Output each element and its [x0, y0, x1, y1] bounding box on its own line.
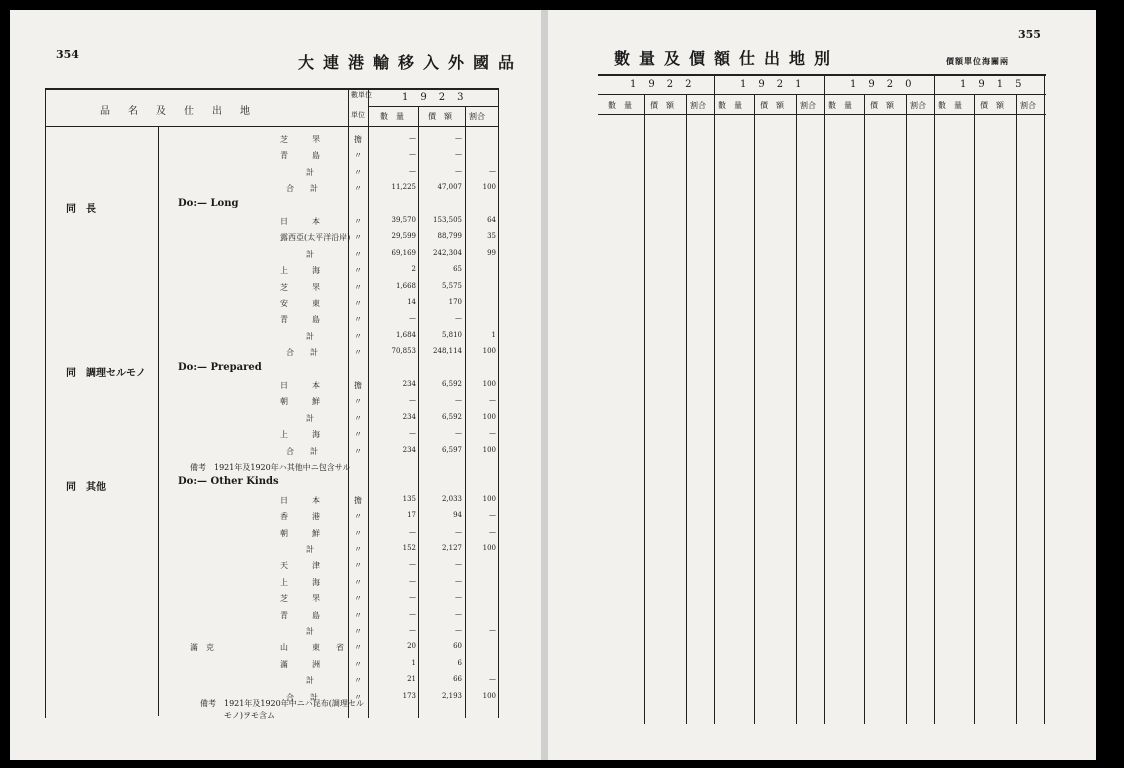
pct-value: 100	[482, 183, 496, 192]
val-value: —	[455, 314, 462, 323]
origin-label: 芝 罘	[280, 135, 320, 144]
col-rule	[498, 88, 499, 718]
pct-value: 100	[482, 544, 496, 552]
unit: 〃	[354, 627, 362, 636]
pct-value: 100	[482, 691, 496, 700]
unit: 〃	[354, 249, 362, 259]
qty-value: 152	[402, 544, 416, 552]
left-footnote-2: モノ)ヲモ含ム	[224, 711, 276, 720]
origin-label: 計	[306, 627, 314, 636]
col-rule	[796, 94, 797, 724]
unit: 〃	[354, 315, 362, 325]
category-label: 同 調理セルモノ	[66, 367, 146, 379]
qty-value: 173	[402, 691, 416, 700]
origin-label: 計	[306, 413, 314, 423]
year-rule	[598, 94, 1046, 95]
block-rule	[934, 74, 935, 724]
val-value: 47,007	[437, 183, 462, 192]
col-rule	[1016, 94, 1017, 724]
col-rule	[418, 106, 419, 718]
val-value: —	[455, 609, 462, 618]
year-header: 1923	[402, 92, 476, 103]
pct-value: 1	[491, 330, 496, 339]
val-value: 60	[453, 642, 462, 651]
pct-value: 100	[482, 494, 496, 503]
left-footnote-1: 備考 1921年及1920年中ニハ昆布(調理セル	[200, 699, 364, 708]
unit: 〃	[354, 233, 362, 243]
pct-value: 100	[482, 347, 496, 356]
year-header: 1920	[850, 79, 924, 90]
qty-value: 11,225	[391, 183, 416, 192]
table-left-rule	[45, 88, 46, 718]
unit: 〃	[354, 151, 362, 161]
qty-value: —	[409, 150, 416, 159]
column-header: 數 量	[718, 101, 742, 110]
val-value: —	[455, 576, 462, 585]
right-page-number: 355	[1018, 28, 1041, 41]
unit: 〃	[354, 577, 362, 587]
year-header: 1921	[740, 79, 814, 90]
qty-value: —	[409, 609, 416, 618]
unit: 〃	[354, 643, 362, 653]
origin-label: 合 計	[286, 446, 318, 456]
origin-label: 青 島	[280, 151, 320, 161]
pct-value: 99	[487, 248, 496, 257]
item-header: 品 名 及 仕 出 地	[100, 106, 254, 117]
table-top-rule	[598, 74, 1046, 76]
unit: 〃	[354, 348, 362, 358]
origin-label: 安 東	[280, 299, 320, 308]
val-value: 65	[453, 265, 462, 274]
unit: 〃	[354, 512, 362, 522]
qty-value: 1	[411, 658, 416, 667]
category-label: 同 其他	[66, 482, 106, 494]
unit-sub-header: 単位	[351, 111, 365, 119]
qty-value: —	[409, 396, 416, 405]
block-rule	[714, 74, 715, 724]
qty-value: —	[409, 593, 416, 602]
val-value: 2,127	[441, 544, 462, 552]
val-value: 2,033	[441, 494, 462, 503]
col-rule	[974, 94, 975, 724]
qty-value: 17	[407, 511, 416, 520]
qty-value: 14	[407, 298, 416, 306]
unit: 擔	[354, 495, 362, 505]
unit: 擔	[354, 135, 362, 144]
unit: 〃	[354, 397, 362, 407]
pct-value: 100	[482, 445, 496, 454]
origin-label: 朝 鮮	[280, 397, 320, 407]
unit: 〃	[354, 217, 362, 226]
origin-label: 露西亞(太平洋沿岸)	[280, 233, 351, 243]
unit: 〃	[354, 446, 362, 456]
unit-note: 價額單位海關兩	[946, 56, 1009, 66]
qty-value: 70,853	[391, 347, 416, 356]
qty-header: 數 量	[380, 112, 404, 121]
val-value: 2,193	[441, 691, 462, 700]
pct-value: —	[489, 511, 496, 520]
category-english: Do:— Prepared	[178, 361, 262, 373]
val-value: 94	[453, 511, 462, 520]
block-rule	[1044, 74, 1045, 724]
year-header: 1922	[630, 79, 704, 90]
table-top-rule	[45, 88, 498, 90]
origin-label: 芝 罘	[280, 594, 320, 604]
pct-value: 100	[482, 412, 496, 421]
origin-label: 青 島	[280, 610, 320, 620]
unit: 擔	[354, 381, 362, 390]
qty-value: 20	[407, 642, 416, 651]
origin-label: 上 海	[280, 577, 320, 587]
val-value: 5,810	[441, 330, 462, 339]
pct-value: —	[489, 527, 496, 536]
val-value: —	[455, 166, 462, 175]
unit: 〃	[354, 676, 362, 686]
pct-value: —	[489, 396, 496, 405]
val-value: 66	[453, 675, 462, 684]
origin-label: 朝 鮮	[280, 528, 320, 538]
qty-value: —	[409, 560, 416, 569]
origin-label: 計	[306, 331, 314, 341]
qty-value: 234	[402, 412, 416, 421]
unit: 〃	[354, 430, 362, 440]
unit: 〃	[354, 167, 362, 177]
val-value: —	[455, 593, 462, 602]
qty-value: 39,570	[391, 216, 416, 224]
qty-value: —	[409, 166, 416, 175]
column-header: 價 額	[980, 101, 1004, 110]
origin-label: 日 本	[280, 495, 320, 505]
unit: 〃	[354, 184, 362, 194]
column-header: 價 額	[650, 101, 674, 110]
val-value: 88,799	[437, 232, 462, 241]
qty-value: 29,599	[391, 232, 416, 241]
block-rule	[824, 74, 825, 724]
left-page	[10, 10, 542, 760]
unit: 〃	[354, 528, 362, 538]
qty-value: 21	[407, 675, 416, 684]
qty-value: 234	[402, 380, 416, 388]
val-value: 170	[448, 298, 462, 306]
val-value: —	[455, 429, 462, 438]
right-page-title: 數量及價額仕出地別	[614, 49, 840, 68]
left-page-number: 354	[56, 48, 79, 61]
val-value: 248,114	[433, 347, 462, 356]
unit: 〃	[354, 413, 362, 423]
category-english: Do:— Other Kinds	[178, 476, 279, 488]
origin-group: 滿 克	[190, 643, 214, 653]
val-value: 6,592	[441, 412, 462, 421]
column-header: 割合	[1020, 101, 1036, 110]
qty-value: —	[409, 527, 416, 536]
right-page	[548, 10, 1096, 760]
origin-label: 芝 罘	[280, 282, 320, 292]
val-value: 153,505	[433, 216, 462, 224]
origin-label: 計	[306, 249, 314, 259]
column-header: 割合	[910, 101, 926, 110]
column-header: 數 量	[828, 101, 852, 110]
origin-label: 山 東 省	[280, 643, 344, 653]
origin-label: 上 海	[280, 266, 320, 276]
col-rule	[158, 126, 159, 716]
col-rule	[644, 94, 645, 724]
pct-value: —	[489, 429, 496, 438]
val-value: —	[455, 560, 462, 569]
left-page-title: 大連港輸移入外國品	[298, 53, 524, 72]
origin-label: 合 計	[286, 348, 318, 358]
unit: 〃	[354, 594, 362, 604]
qty-value: 135	[402, 494, 416, 503]
val-value: —	[455, 527, 462, 536]
pct-value: 35	[487, 232, 496, 241]
pct-value: —	[489, 166, 496, 175]
column-header: 數 量	[608, 101, 632, 110]
qty-value: 2	[411, 265, 416, 274]
column-header: 割合	[690, 101, 706, 110]
unit: 〃	[354, 331, 362, 341]
table-header-rule	[45, 126, 498, 127]
pct-header: 割合	[469, 112, 485, 121]
table-header-rule	[598, 114, 1046, 115]
col-rule	[686, 94, 687, 724]
val-value: —	[455, 626, 462, 634]
origin-label: 上 海	[280, 430, 320, 440]
unit: 〃	[354, 282, 362, 292]
val-value: 242,304	[433, 248, 462, 257]
column-header: 價 額	[870, 101, 894, 110]
val-header: 價 額	[428, 112, 452, 121]
qty-value: 69,169	[391, 248, 416, 257]
origin-label: 計	[306, 676, 314, 686]
origin-label: 青 島	[280, 315, 320, 325]
qty-value: 1,668	[395, 281, 416, 290]
qty-value: —	[409, 314, 416, 323]
val-value: 5,575	[441, 281, 462, 290]
year-header: 1915	[960, 79, 1034, 90]
col-rule	[368, 88, 369, 718]
year-rule	[368, 106, 498, 107]
column-header: 價 額	[760, 101, 784, 110]
col-rule	[348, 88, 349, 718]
col-rule	[465, 106, 466, 718]
val-value: 6,592	[441, 380, 462, 388]
qty-value: —	[409, 134, 416, 142]
qty-value: 1,684	[395, 330, 416, 339]
origin-label: 合 計	[286, 692, 318, 702]
unit: 〃	[354, 266, 362, 276]
col-rule	[754, 94, 755, 724]
origin-label: 計	[306, 545, 314, 554]
qty-value: —	[409, 626, 416, 634]
origin-label: 日 本	[280, 217, 320, 226]
origin-label: 滿 洲	[280, 659, 320, 669]
val-value: —	[455, 396, 462, 405]
qty-value: —	[409, 429, 416, 438]
column-header: 數 量	[938, 101, 962, 110]
unit: 〃	[354, 299, 362, 308]
unit: 〃	[354, 561, 362, 571]
pct-value: —	[489, 675, 496, 684]
val-value: —	[455, 150, 462, 159]
column-header: 割合	[800, 101, 816, 110]
origin-label: 香 港	[280, 512, 320, 522]
unit: 〃	[354, 545, 362, 554]
col-rule	[906, 94, 907, 724]
unit: 〃	[354, 692, 362, 702]
unit: 〃	[354, 610, 362, 620]
origin-label: 天 津	[280, 561, 320, 571]
pct-value: 64	[487, 216, 496, 224]
qty-value: —	[409, 576, 416, 585]
unit-header: 數単位	[351, 91, 372, 99]
val-value: 6	[457, 658, 462, 667]
col-rule	[864, 94, 865, 724]
category-english: Do:— Long	[178, 197, 239, 209]
origin-label: 合 計	[286, 184, 318, 194]
row-note: 備考 1921年及1920年ハ其他中ニ包含サル	[190, 463, 351, 472]
origin-label: 計	[306, 167, 314, 177]
pct-value: 100	[482, 380, 496, 388]
val-value: 6,597	[441, 445, 462, 454]
unit: 〃	[354, 659, 362, 669]
val-value: —	[455, 134, 462, 142]
qty-value: 234	[402, 445, 416, 454]
category-label: 同 長	[66, 203, 96, 215]
pct-value: —	[489, 626, 496, 634]
origin-label: 日 本	[280, 381, 320, 390]
